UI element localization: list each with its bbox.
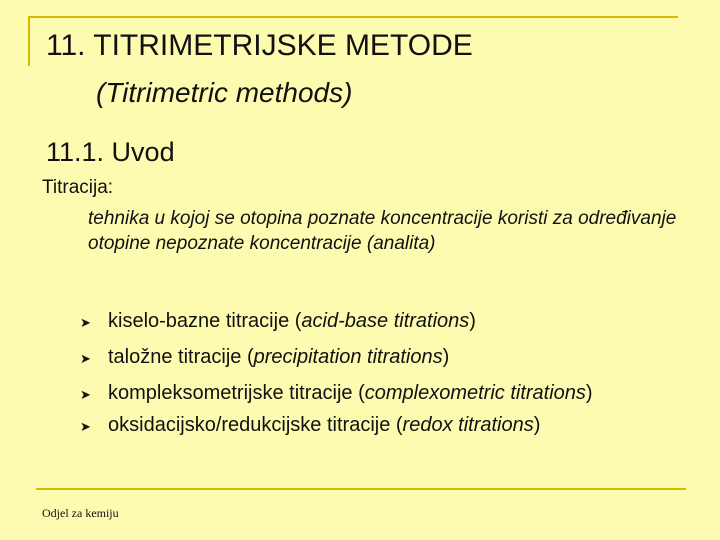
frame-top-line (28, 16, 678, 18)
frame-bottom-line (36, 488, 686, 490)
arrowhead-bullet-icon: ➤ (80, 419, 91, 434)
section-heading: 11.1. Uvod (46, 137, 175, 167)
frame-left-line (28, 16, 30, 66)
definition-term: Titracija: (42, 177, 114, 198)
list-item (80, 412, 640, 438)
arrowhead-bullet-icon: ➤ (80, 315, 91, 330)
titration-types-list (80, 308, 640, 448)
list-item (80, 344, 640, 370)
slide-title: 11. TITRIMETRIJSKE METODE (46, 29, 473, 62)
arrowhead-bullet-icon: ➤ (80, 351, 91, 366)
arrowhead-bullet-icon: ➤ (80, 387, 91, 402)
slide-subtitle: (Titrimetric methods) (96, 77, 353, 108)
list-item-english: complexometric titrations (364, 382, 586, 404)
list-item-close: ) (585, 382, 593, 404)
footer-department: Odjel za kemiju (42, 506, 119, 520)
list-item-english: acid-base titrations (301, 310, 470, 332)
list-item (80, 380, 640, 406)
list-item-english: redox titrations (402, 414, 534, 436)
list-item-close: ) (469, 310, 476, 332)
list-item-text: oksidacijsko/redukcijske titracije ( (108, 414, 403, 436)
definition-text: tehnika u kojoj se otopina poznate koncentracije koristi za određivanje otopine nepoznate koncentracije (analita) (88, 208, 677, 254)
list-item-text: kompleksometrijske titracije ( (108, 382, 365, 404)
list-item-english: precipitation titrations (253, 346, 443, 368)
list-item (80, 308, 640, 334)
list-item-text: kiselo-bazne titracije ( (108, 310, 302, 332)
list-item-close: ) (533, 414, 541, 436)
list-item-text: taložne titracije ( (108, 346, 254, 368)
list-item-close: ) (442, 346, 450, 368)
